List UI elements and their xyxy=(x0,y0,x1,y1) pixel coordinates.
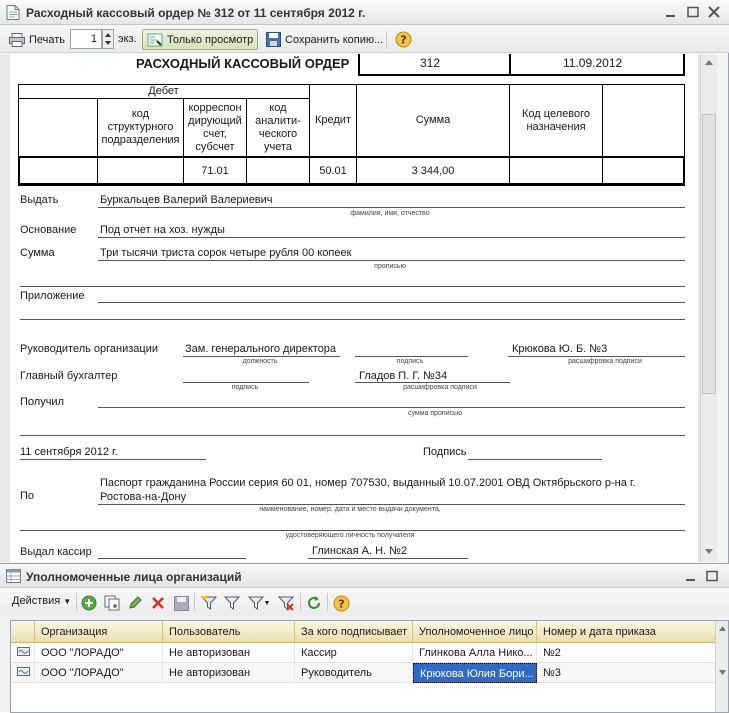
received-date-line xyxy=(20,459,206,460)
document-viewport xyxy=(0,54,700,562)
add-icon xyxy=(81,595,97,611)
cashier-label: Выдал кассир xyxy=(20,546,92,558)
save-copy-label: Сохранить копию... xyxy=(285,33,384,46)
column-header-signs-for[interactable]: За кого подписывает xyxy=(295,621,413,643)
minimize-icon[interactable] xyxy=(664,6,678,19)
filter-history-button[interactable] xyxy=(246,594,272,612)
issue-caption: фамилия, имя, отчество xyxy=(350,210,430,217)
copy-icon xyxy=(104,595,120,611)
actions-menu[interactable] xyxy=(12,595,71,607)
table-header xyxy=(11,621,716,643)
basis-value: Под отчет на хоз. нужды xyxy=(100,224,225,236)
cashier-name: Глинская А. Н. №2 xyxy=(312,545,408,557)
column-header-authorized-person[interactable]: Уполномоченное лицо xyxy=(413,621,537,643)
cashier-signature-line xyxy=(98,558,246,559)
refresh-button[interactable] xyxy=(305,594,323,612)
table-scrollbar[interactable] xyxy=(715,621,728,712)
sum-caption: прописью xyxy=(374,263,406,270)
number-date-divider xyxy=(509,54,511,76)
purpose-code-header: Код целевого назначения xyxy=(522,107,590,133)
received-date: 11 сентября 2012 г. xyxy=(20,446,118,458)
accountant-name-caption: расшифровка подписи xyxy=(403,384,477,391)
toolbar-separator xyxy=(194,593,195,611)
document-icon xyxy=(6,5,20,20)
copy-button[interactable] xyxy=(103,594,121,612)
identity-caption: удостоверяющего личность получателя xyxy=(285,532,415,539)
attachment-line xyxy=(98,302,685,303)
panel-title: Уполномоченные лица организаций xyxy=(26,570,242,584)
received-caption: сумма прописью xyxy=(407,410,463,417)
head-position-line xyxy=(183,356,340,357)
issue-line xyxy=(98,207,685,208)
accountant-name: Гладов П. Г. №34 xyxy=(359,370,448,382)
column-header-organization[interactable]: Организация xyxy=(35,621,163,643)
head-position-caption: должность xyxy=(242,358,278,365)
window-titlebar xyxy=(0,0,729,25)
order-date: 11.09.2012 xyxy=(563,56,623,70)
filter-history-icon xyxy=(248,595,264,611)
corr-account-value: 71.01 xyxy=(201,164,229,177)
document-scrollbar[interactable] xyxy=(700,54,717,562)
head-name-line xyxy=(508,356,685,357)
scroll-thumb[interactable] xyxy=(702,114,716,394)
passport-line-2: Ростова-на-Дону xyxy=(100,491,187,503)
print-label: Печать xyxy=(29,33,66,46)
record-icon xyxy=(17,667,30,676)
save-button[interactable] xyxy=(172,594,190,612)
toolbar-separator xyxy=(327,593,328,611)
edit-button[interactable] xyxy=(126,594,144,612)
passport-line-1: Паспорт гражданина России серия 60 01, номер 707530, выданный 10.07.2001 ОВД Октябрьского р-на г. xyxy=(100,477,636,489)
head-name: Крюкова Ю. Б. №3 xyxy=(512,343,608,355)
view-only-button[interactable] xyxy=(142,29,258,50)
scroll-down-icon[interactable] xyxy=(704,548,714,556)
chevron-down-icon: ▼ xyxy=(263,599,271,607)
signature-line xyxy=(468,459,602,460)
cell-organization[interactable]: ООО "ЛОРАДО" xyxy=(35,663,163,683)
save-copy-button[interactable] xyxy=(261,29,388,50)
cell-order[interactable]: №2 xyxy=(543,647,561,659)
amount-value: 3 344,00 xyxy=(411,164,455,177)
spin-arrows-icon xyxy=(103,30,113,48)
received-label: Получил xyxy=(20,396,64,408)
column-header-user[interactable]: Пользователь xyxy=(163,621,295,643)
row-icon xyxy=(11,643,35,663)
by-label: По xyxy=(20,490,35,502)
icon-column-header[interactable] xyxy=(11,621,35,643)
delete-icon xyxy=(151,596,165,610)
attachment-line-2 xyxy=(20,319,685,320)
received-line xyxy=(98,407,685,408)
amount-header: Сумма xyxy=(415,114,451,126)
table-row[interactable] xyxy=(11,663,716,683)
sum-label: Сумма xyxy=(20,247,55,259)
copies-suffix: экз. xyxy=(118,33,137,45)
actions-label: Действия xyxy=(12,595,61,607)
toolbar-separator xyxy=(300,593,301,611)
head-label: Руководитель организации xyxy=(20,343,159,355)
struct-code-header: код структурного подразделения xyxy=(101,108,180,146)
record-icon xyxy=(17,647,30,656)
head-name-caption: расшифровка подписи xyxy=(568,358,642,365)
sum-value: Три тысячи триста сорок четыре рубля 00 копеек xyxy=(100,247,352,259)
filter-icon xyxy=(201,595,217,611)
row-icon xyxy=(11,663,35,683)
debit-header: Дебет xyxy=(148,85,179,97)
authorized-persons-panel xyxy=(0,563,729,712)
authorized-persons-table xyxy=(10,620,729,713)
corr-account-header: корреспон дирующий счет, субсчет xyxy=(188,101,242,153)
scroll-up-icon[interactable] xyxy=(718,625,727,632)
cashier-name-line xyxy=(308,558,468,559)
accountant-name-line xyxy=(355,382,510,383)
clear-filter-button[interactable] xyxy=(277,594,295,612)
add-button[interactable] xyxy=(80,594,98,612)
cell-signs-for[interactable]: Руководитель xyxy=(295,663,413,683)
order-number-date-box xyxy=(358,54,685,76)
delete-button[interactable] xyxy=(149,594,167,612)
panel-maximize-icon[interactable] xyxy=(705,570,719,583)
filter-value-icon xyxy=(224,595,240,611)
panel-toolbar xyxy=(0,588,729,616)
order-number: 312 xyxy=(420,56,441,70)
head-position: Зам. генерального директора xyxy=(185,343,337,355)
help-icon xyxy=(333,595,350,612)
svg-text:?: ? xyxy=(337,597,345,610)
printer-icon xyxy=(9,33,25,47)
accountant-signature-line xyxy=(183,382,309,383)
accountant-signature-caption: подпись xyxy=(231,384,259,391)
passport-caption: наименование, номер, дата и место выдачи документа, xyxy=(259,506,441,513)
scroll-up-icon[interactable] xyxy=(704,58,714,66)
panel-help-button[interactable] xyxy=(332,594,350,612)
received-line-2 xyxy=(20,435,685,436)
cell-user[interactable]: Не авторизован xyxy=(163,663,295,683)
identity-line xyxy=(20,530,685,531)
document-page xyxy=(10,54,698,562)
head-signature-caption: подпись xyxy=(396,358,424,365)
refresh-icon xyxy=(306,595,322,611)
cell-organization[interactable]: ООО "ЛОРАДО" xyxy=(35,643,163,663)
cell-authorized-person[interactable]: Глинкова Алла Нико... xyxy=(413,643,537,663)
basis-line xyxy=(98,237,685,238)
accountant-label: Главный бухгалтер xyxy=(20,370,118,382)
print-button[interactable] xyxy=(4,29,70,50)
cell-signs-for[interactable]: Кассир xyxy=(295,643,413,663)
table-icon xyxy=(6,569,21,583)
help-icon xyxy=(395,31,412,48)
floppy-disk-icon xyxy=(174,596,189,611)
copies-input[interactable]: 1 xyxy=(70,29,102,49)
scroll-down-icon[interactable] xyxy=(718,669,727,676)
chevron-down-icon: ▼ xyxy=(63,597,72,606)
issue-label: Выдать xyxy=(20,194,59,206)
window-title: Расходный кассовый ордер № 312 от 11 сентября 2012 г. xyxy=(26,6,366,20)
credit-value: 50.01 xyxy=(319,164,347,177)
svg-text:?: ? xyxy=(400,33,407,47)
cell-order[interactable]: №3 xyxy=(543,667,561,679)
credit-header: Кредит xyxy=(314,114,351,126)
floppy-disk-icon xyxy=(266,32,281,47)
issue-value: Буркальцев Валерий Валериевич xyxy=(100,194,273,206)
sum-line-2 xyxy=(20,286,685,287)
basis-label: Основание xyxy=(20,224,77,236)
attachment-label: Приложение xyxy=(20,290,85,302)
help-button[interactable] xyxy=(390,29,421,50)
cell-user[interactable]: Не авторизован xyxy=(163,643,295,663)
cell-authorized-person-selected[interactable]: Крюкова Юлия Бори... xyxy=(413,663,537,683)
panel-titlebar xyxy=(0,564,729,588)
pencil-icon xyxy=(127,595,143,611)
panel-minimize-icon[interactable] xyxy=(684,570,698,583)
signature-label: Подпись xyxy=(423,446,467,458)
passport-line xyxy=(98,504,685,505)
view-only-icon xyxy=(147,33,163,47)
toolbar-separator xyxy=(386,31,387,49)
close-icon[interactable] xyxy=(707,6,721,19)
copies-spinner[interactable] xyxy=(102,29,114,49)
head-signature-line xyxy=(355,356,468,357)
filter-button[interactable] xyxy=(200,594,218,612)
table-row[interactable] xyxy=(11,643,716,663)
document-toolbar xyxy=(0,25,729,53)
form-title: РАСХОДНЫЙ КАССОВЫЙ ОРДЕР xyxy=(136,56,350,71)
view-only-label: Только просмотр xyxy=(167,33,254,46)
filter-by-value-button[interactable] xyxy=(223,594,241,612)
analytic-code-header: код аналити- ческого учета xyxy=(255,101,301,153)
sum-line xyxy=(98,260,685,261)
clear-filter-icon xyxy=(278,595,294,611)
toolbar-separator xyxy=(76,593,77,611)
column-header-order[interactable]: Номер и дата приказа xyxy=(543,626,656,638)
maximize-icon[interactable] xyxy=(686,6,700,19)
